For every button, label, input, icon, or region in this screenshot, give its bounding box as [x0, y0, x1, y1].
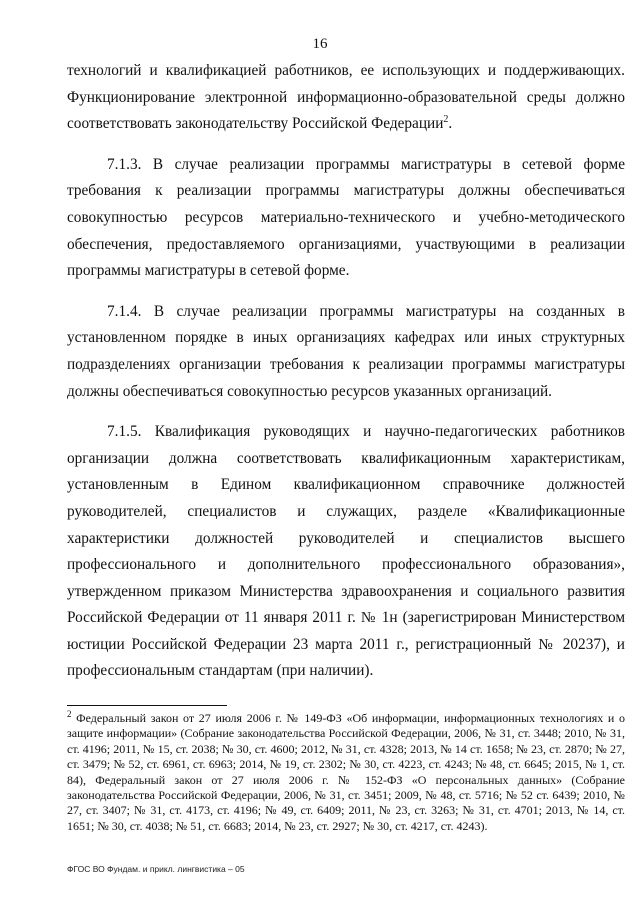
footnote-text: Федеральный закон от 27 июля 2006 г. № 149-ФЗ «Об информации, информационных технологиях и о защите информации» (Собрание законодательства Российской Федерации, 2006, № 31, ст. 3448; 2010, № 31, ст. 4196; 2011, № 15, ст. 2038; № 30, ст. 4600; 2012, № 31, ст. 4328; 2013, № 14 ст. 1658; № 23, ст. 2870; № 27, ст. 3479; № 52, ст. 6961, ст. 6963; 2014, № 19, ст. 2302; № 30, ст. 4223, ст. 4243; № 48, ст. 6645; 2015, № 1, ст. 84), Федеральный закон от 27 июля 2006 г. № 152-ФЗ «О персональных данных» (Собрание законодательства Российской Федерации, 2006, № 31, ст. 3451; 2009, № 48, ст. 5716; № 52 ст. 6439; 2010, № 27, ст. 3407; № 31, ст. 4173, ст. 4196; № 49, ст. 6409; 2011, № 23, ст. 3263; № 31, ст. 4701; 2013, № 14, ст. 1651; № 30, ст. 4038; № 51, ст. 6683; 2014, № 23, ст. 2927; № 30, ст. 4217, ст. 4243). [67, 711, 626, 833]
footnote-divider [67, 705, 227, 706]
paragraph-7-1-5: 7.1.5. Квалификация руководящих и научно-педагогических работников организации должна соответствовать квалификационным характеристикам, установленным в Едином квалификационном справочнике должностей руководителей, специалистов и служащих, разделе «Квалификационные характеристики должностей руководителей и специалистов высшего профессионального и дополнительного профессионального образования», утвержденном приказом Министерства здравоохранения и социального развития Российской Федерации от 11 января 2011 г. № 1н (зарегистрирован Министерством юстиции Российской Федерации 23 марта 2011 г., регистрационный № 20237), и профессиональным стандартам (при наличии). [67, 423, 625, 680]
footnote [67, 711, 625, 834]
paragraph-end: . [448, 115, 453, 133]
paragraph-continuation [67, 58, 625, 138]
footnote-reference[interactable]: 2 [443, 114, 449, 126]
page-footer: ФГОС ВО Фундам. и прикл. лингвистика – 05 [67, 864, 245, 874]
paragraph-text: технологий и квалификацией работников, ее использующих и поддерживающих. Функционирование электронной информационно-образовательной среды должно соответствовать законодательству Российской Федерации [67, 62, 625, 133]
paragraph-7-1-3: 7.1.3. В случае реализации программы магистратуры в сетевой форме требования к реализации программы магистратуры должны обеспечиваться совокупностью ресурсов материально-технического и учебно-методического обеспечения, предоставляемого организациями, участвующими в реализации программы магистратуры в сетевой форме. [67, 155, 625, 280]
paragraph-7-1-4: 7.1.4. В случае реализации программы магистратуры на созданных в установленном порядке в иных организациях кафедрах или иных структурных подразделениях организации требования к реализации программы магистратуры должны обеспечиваться совокупностью ресурсов указанных организаций. [67, 302, 625, 400]
page-number: 16 [312, 36, 328, 52]
footnote-mark: 2 [67, 709, 72, 719]
body-text [67, 58, 625, 685]
